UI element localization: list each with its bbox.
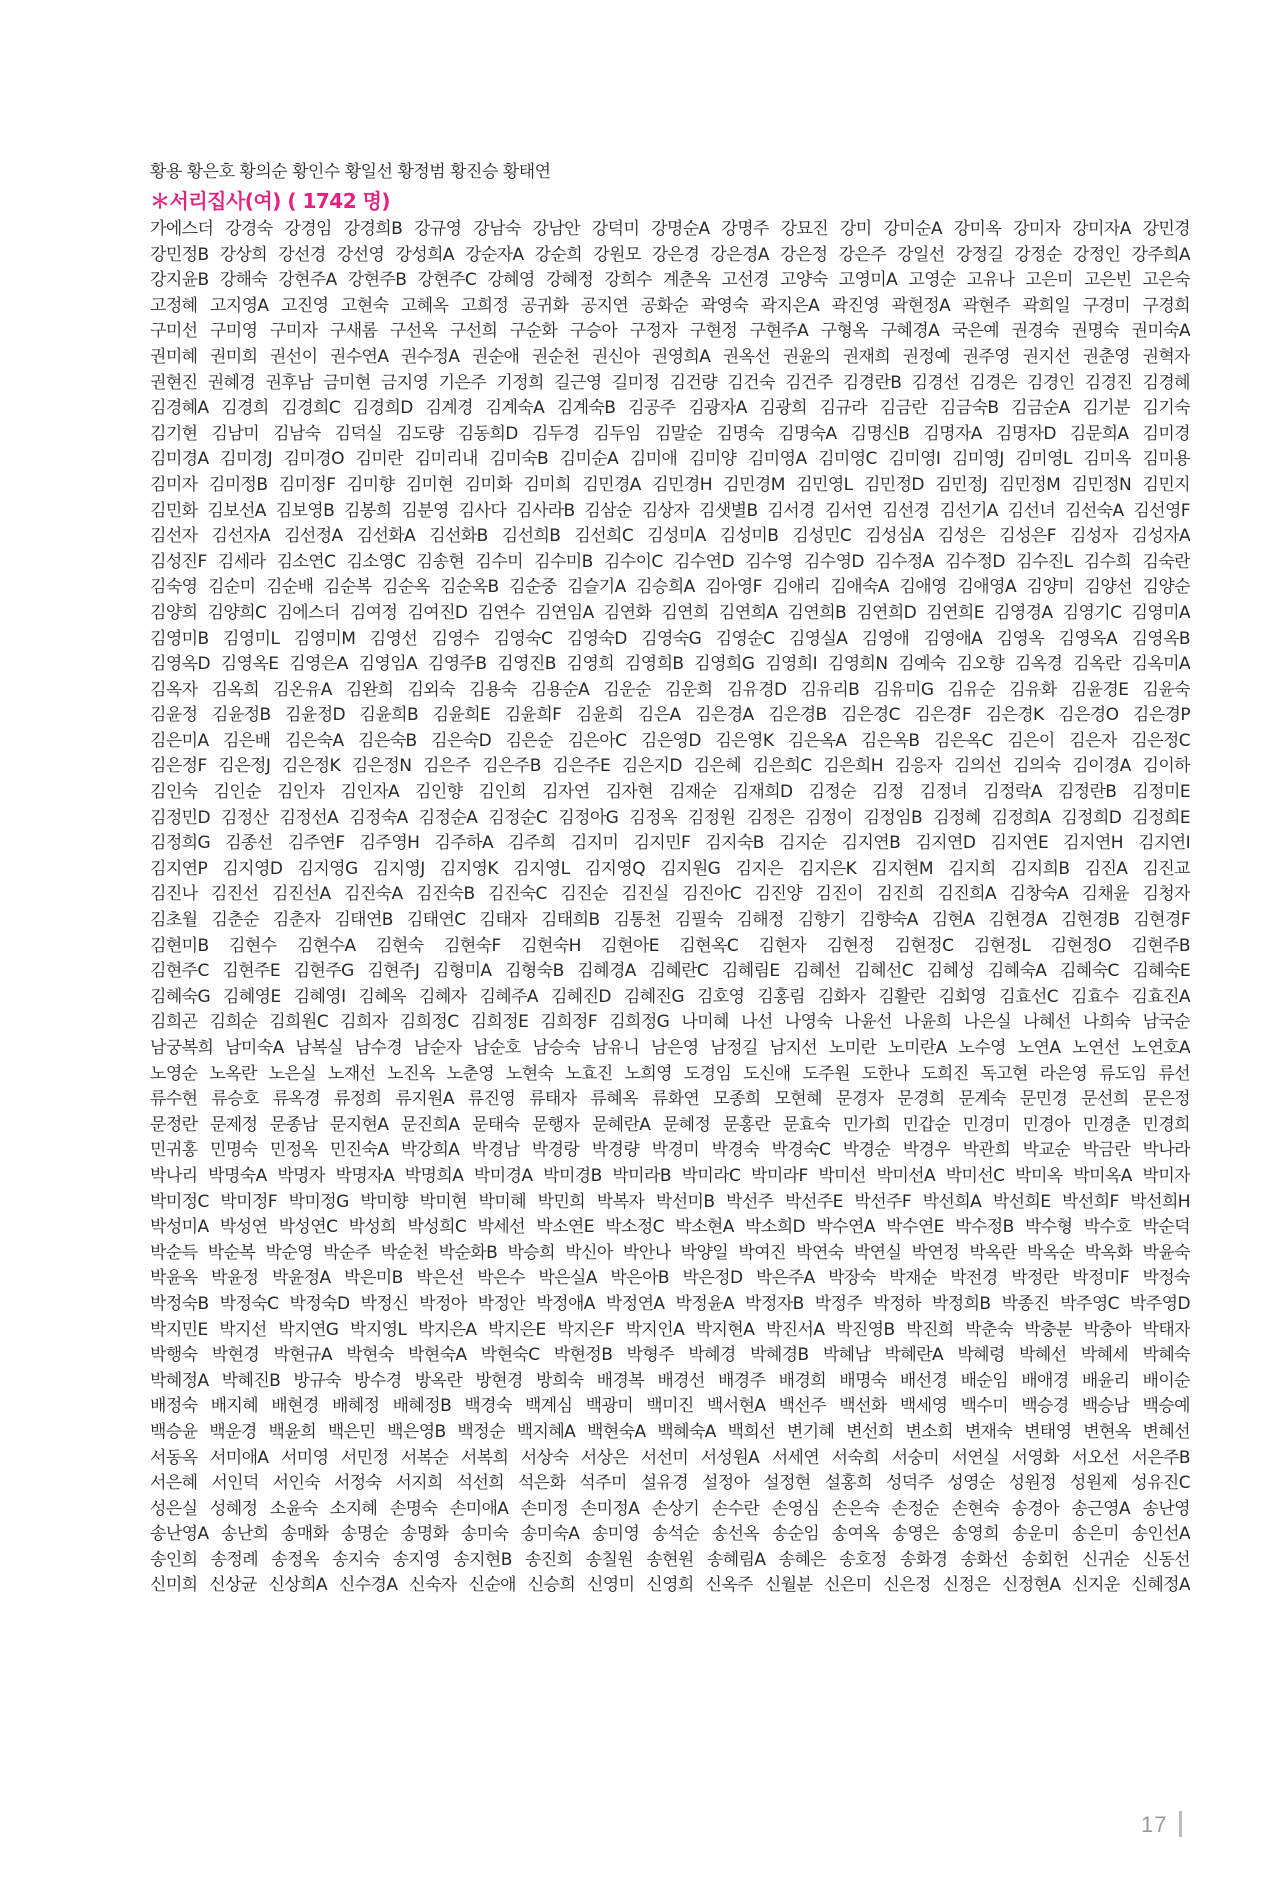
- page-number-divider: [1179, 1811, 1182, 1837]
- name-line: 김은미A 김은배 김은숙A 김은숙B 김은숙D 김은순 김은아C 김은영D 김은영K 김은옥A 김은옥B 김은옥C 김은이 김은자 김은정C: [150, 730, 1190, 751]
- name-line: 김현주C 김현주E 김현주G 김현주J 김형미A 김형숙B 김혜경A 김혜란C 김혜림E 김혜선 김혜선C 김혜성 김혜숙A 김혜숙C 김혜숙E: [150, 961, 1190, 982]
- name-line: 김지연P 김지영D 김지영G 김지영J 김지영K 김지영L 김지영Q 김지원G 김지은 김지은K 김지현M 김지희 김지희B 김진A 김진교: [150, 858, 1190, 879]
- name-line: 김영옥D 김영옥E 김영은A 김영임A 김영주B 김영진B 김영희 김영희B 김영희G 김영희I 김영희N 김예숙 김오향 김옥경 김옥란 김옥미A: [150, 654, 1190, 675]
- previous-section-tail: 황용 황은호 황의순 황인수 황일선 황정범 황진승 황태연: [150, 162, 551, 182]
- name-line: 김성진F 김세라 김소연C 김소영C 김송현 김수미 김수미B 김수이C 김수연D 김수영 김수영D 김수정A 김수정D 김수진L 김수희 김숙란: [150, 551, 1190, 572]
- name-line: 권현진 권혜경 권후남 금미현 금지영 기은주 기정희 길근영 길미정 김건량 김건숙 김건주 김경란B 김경선 김경은 김경인 김경진 김경혜: [150, 372, 1190, 393]
- name-line: 김영미B 김영미L 김영미M 김영선 김영수 김영숙C 김영숙D 김영숙G 김영순C 김영실A 김영애 김영애A 김영옥 김영옥A 김영옥B: [150, 628, 1190, 649]
- name-line: 서은혜 서인덕 서인숙 서정숙 서지희 석선희 석은화 석주미 설유경 설정아 설정현 설홍희 성덕주 성영순 성원정 성원제 성유진C: [150, 1473, 1190, 1494]
- name-line: 류수현 류승호 류옥경 류정희 류지원A 류진영 류태자 류혜옥 류화연 모종희 모현혜 문경자 문경희 문계숙 문민경 문선희 문은정: [150, 1089, 1190, 1110]
- name-line: 김정희G 김종선 김주연F 김주영H 김주하A 김주희 김지미 김지민F 김지숙B 김지순 김지연B 김지연D 김지연E 김지연H 김지연I: [150, 833, 1190, 854]
- name-line: 김현미B 김현수 김현수A 김현숙 김현숙F 김현숙H 김현아E 김현옥C 김현자 김현정 김현정C 김현정L 김현정O 김현주B: [150, 935, 1190, 956]
- name-line: 성은실 성혜정 소윤숙 소지혜 손명숙 손미애A 손미정 손미정A 손상기 손수란 손영심 손은숙 손정순 손현숙 송경아 송근영A 송난영: [150, 1498, 1190, 1519]
- name-line: 김희곤 김희순 김희원C 김희자 김희정C 김희정E 김희정F 김희정G 나미혜 나선 나영숙 나윤선 나윤희 나은실 나혜선 나희숙 남국순: [150, 1012, 1190, 1033]
- name-list: [150, 217, 1190, 1599]
- name-line: 구미선 구미영 구미자 구새롬 구선옥 구선희 구순화 구승아 구정자 구현정 구현주A 구형옥 구혜경A 국은예 권경숙 권명숙 권미숙A: [150, 321, 1190, 342]
- name-line: 김인숙 김인순 김인자 김인자A 김인향 김인희 김자연 김자현 김재순 김재희D 김정순 김정 김정녀 김정락A 김정란B 김정미E: [150, 782, 1190, 803]
- name-line: 김숙영 김순미 김순배 김순복 김순옥 김순옥B 김순중 김슬기A 김승희A 김아영F 김애리 김애숙A 김애영 김애영A 김양미 김양선 김양순: [150, 577, 1190, 598]
- name-line: 박순득 박순복 박순영 박순주 박순천 박순화B 박승희 박신아 박안나 박양일 박여진 박연숙 박연실 박연정 박옥란 박옥순 박옥화 박윤숙: [150, 1242, 1190, 1263]
- name-line: 김진나 김진선 김진선A 김진숙A 김진숙B 김진숙C 김진순 김진실 김진아C 김진양 김진이 김진희 김진희A 김창숙A 김채윤 김청자: [150, 884, 1190, 905]
- name-line: 박윤옥 박윤정 박윤정A 박은미B 박은선 박은수 박은실A 박은아B 박은정D 박은주A 박장숙 박재순 박전경 박정란 박정미F 박정숙: [150, 1268, 1190, 1289]
- name-line: 민귀홍 민명숙 민정옥 민진숙A 박강희A 박경남 박경랑 박경량 박경미 박경숙 박경숙C 박경순 박경우 박관희 박교순 박금란 박나라: [150, 1140, 1190, 1161]
- name-line: 박미정C 박미정F 박미정G 박미향 박미현 박미혜 박민희 박복자 박선미B 박선주 박선주E 박선주F 박선희A 박선희E 박선희F 박선희H: [150, 1191, 1190, 1212]
- name-line: 남궁복희 남미숙A 남복실 남수경 남순자 남순호 남승숙 남유니 남은영 남정길 남지선 노미란 노미란A 노수영 노연A 노연선 노연호A: [150, 1038, 1190, 1058]
- name-line: 김선자 김선자A 김선정A 김선화A 김선화B 김선희B 김선희C 김성미A 김성미B 김성민C 김성심A 김성은 김성은F 김성자 김성자A: [150, 526, 1190, 547]
- section-title: ＊서리집사(여) ( 1742 명): [150, 189, 391, 213]
- content-area: [150, 160, 1190, 1599]
- name-line: 김기현 김남미 김남숙 김덕실 김도량 김동희D 김두경 김두임 김말순 김명숙 김명숙A 김명신B 김명자A 김명자D 김문희A 김미경: [150, 423, 1190, 444]
- name-line: 박지민E 박지선 박지연G 박지영L 박지은A 박지은E 박지은F 박지인A 박지현A 박진서A 박진영B 박진희 박춘숙 박충분 박충아 박태자: [150, 1319, 1190, 1340]
- name-line: 강민정B 강상희 강선경 강선영 강성희A 강순자A 강순희 강원모 강은경 강은경A 강은정 강은주 강일선 강정길 강정순 강정인 강주희A: [150, 244, 1190, 265]
- name-line: 김옥자 김옥희 김온유A 김완희 김외숙 김용숙 김용순A 김운순 김운희 김유경D 김유리B 김유미G 김유순 김유화 김윤경E 김윤숙: [150, 679, 1190, 700]
- name-line: 김미경A 김미경J 김미경O 김미란 김미리내 김미숙B 김미순A 김미애 김미양 김미영A 김미영C 김미영I 김미영J 김미영L 김미옥 김미용: [150, 449, 1190, 470]
- name-line: 문정란 문제정 문종남 문지현A 문진희A 문태숙 문행자 문혜란A 문혜정 문홍란 문효숙 민가희 민갑순 민경미 민경아 민경춘 민경희: [150, 1114, 1190, 1135]
- name-line: 박성미A 박성연 박성연C 박성희 박성희C 박세선 박소연E 박소정C 박소현A 박소희D 박수연A 박수연E 박수정B 박수형 박수호 박순덕: [150, 1217, 1190, 1238]
- name-line: 박혜정A 박혜진B 방규숙 방수경 방옥란 방현경 방희숙 배경복 배경선 배경주 배경희 배명숙 배선경 배순임 배애경 배윤리 배이순: [150, 1370, 1190, 1391]
- name-line: 김윤정 김윤정B 김윤정D 김윤희B 김윤희E 김윤희F 김윤희 김은A 김은경A 김은경B 김은경C 김은경F 김은경K 김은경O 김은경P: [150, 705, 1190, 726]
- name-line: 박정숙B 박정숙C 박정숙D 박정신 박정아 박정안 박정애A 박정연A 박정윤A 박정자B 박정주 박정하 박정희B 박종진 박주영C 박주영D: [150, 1293, 1190, 1314]
- name-line: 서동옥 서미애A 서미영 서민정 서복순 서복희 서상숙 서상은 서선미 서성원A 서세연 서숙희 서숭미 서연실 서영화 서오선 서은주B: [150, 1447, 1190, 1468]
- name-line: 김초월 김춘순 김춘자 김태연B 김태연C 김태자 김태희B 김통천 김필숙 김해정 김향기 김향숙A 김현A 김현경A 김현경B 김현경F: [150, 910, 1190, 931]
- name-line: 김혜숙G 김혜영E 김혜영I 김혜옥 김혜자 김혜주A 김혜진D 김혜진G 김호영 김홍림 김화자 김활란 김회영 김효선C 김효수 김효진A: [150, 986, 1190, 1007]
- name-line: 김민화 김보선A 김보영B 김봉희 김분영 김사다 김사라B 김삼순 김상자 김샛별B 김서경 김서연 김선경 김선기A 김선녀 김선숙A 김선영F: [150, 500, 1190, 521]
- name-line: 김경혜A 김경희 김경희C 김경희D 김계경 김계숙A 김계숙B 김공주 김광자A 김광희 김규라 김금란 김금숙B 김금순A 김기분 김기숙: [150, 398, 1190, 419]
- name-line: 강지윤B 강해숙 강현주A 강현주B 강현주C 강혜영 강혜정 강희수 계춘옥 고선경 고양숙 고영미A 고영순 고유나 고은미 고은빈 고은숙: [150, 270, 1190, 291]
- name-line: 배정숙 배지혜 배현경 배혜정 배혜정B 백경숙 백계심 백광미 백미진 백서현A 백선주 백선화 백세영 백수미 백승경 백승남 백승예: [150, 1396, 1190, 1417]
- name-line: 신미희 신상균 신상희A 신수경A 신숙자 신순애 신승희 신영미 신영희 신옥주 신월분 신은미 신은정 신정은 신정현A 신지운 신혜정A: [150, 1575, 1190, 1596]
- name-line: 박나리 박명숙A 박명자 박명자A 박명희A 박미경A 박미경B 박미라B 박미라C 박미라F 박미선 박미선A 박미선C 박미옥 박미옥A 박미자: [150, 1165, 1190, 1186]
- name-line: 백승윤 백운경 백윤희 백은민 백은영B 백정순 백지혜A 백현숙A 백혜숙A 백희선 변기혜 변선희 변소희 변재숙 변태영 변현옥 변혜선: [150, 1421, 1190, 1442]
- name-line: 노영순 노옥란 노은실 노재선 노진옥 노춘영 노현숙 노효진 노희영 도경임 도신애 도주원 도한나 도희진 독고현 라은영 류도임 류선: [150, 1063, 1190, 1084]
- name-line: 박행숙 박현경 박현규A 박현숙 박현숙A 박현숙C 박현정B 박형주 박혜경 박혜경B 박혜남 박혜란A 박혜령 박혜선 박혜세 박혜숙: [150, 1345, 1190, 1366]
- name-line: 김미자 김미정B 김미정F 김미향 김미현 김미화 김미희 김민경A 김민경H 김민경M 김민영L 김민정D 김민정J 김민정M 김민정N 김민지: [150, 474, 1190, 495]
- name-line: 김정민D 김정산 김정선A 김정숙A 김정순A 김정순C 김정아G 김정옥 김정원 김정은 김정이 김정임B 김정혜 김정희A 김정희D 김정희E: [150, 807, 1190, 828]
- name-line: 김은정F 김은정J 김은정K 김은정N 김은주 김은주B 김은주E 김은지D 김은혜 김은희C 김은희H 김응자 김의선 김의숙 김이경A 김이하: [150, 756, 1190, 777]
- name-line: 송난영A 송난희 송매화 송명순 송명화 송미숙 송미숙A 송미영 송석순 송선옥 송순임 송여옥 송영은 송영희 송운미 송은미 송인선A: [150, 1524, 1190, 1545]
- name-line: 김양희 김양희C 김에스더 김여정 김여진D 김연수 김연임A 김연화 김연희 김연희A 김연희B 김연희D 김연희E 김영경A 김영기C 김영미A: [150, 602, 1190, 623]
- name-line: 송인희 송정례 송정옥 송지숙 송지영 송지현B 송진희 송칠원 송현원 송혜림A 송혜은 송호정 송화경 송화선 송회헌 신귀순 신동선: [150, 1549, 1190, 1570]
- page-number: 17: [1141, 1812, 1168, 1837]
- name-line: 고정혜 고지영A 고진영 고현숙 고혜옥 고희정 공귀화 공지연 공화순 곽영숙 곽지은A 곽진영 곽현정A 곽현주 곽희일 구경미 구경희: [150, 295, 1190, 316]
- name-line: 권미혜 권미희 권선이 권수연A 권수정A 권순애 권순천 권신아 권영희A 권옥선 권윤의 권재희 권정예 권주영 권지선 권춘영 권혁자: [150, 346, 1190, 367]
- name-line: 가에스더 강경숙 강경임 강경희B 강규영 강남숙 강남안 강덕미 강명순A 강명주 강묘진 강미 강미순A 강미옥 강미자 강미자A 강민경: [150, 219, 1190, 239]
